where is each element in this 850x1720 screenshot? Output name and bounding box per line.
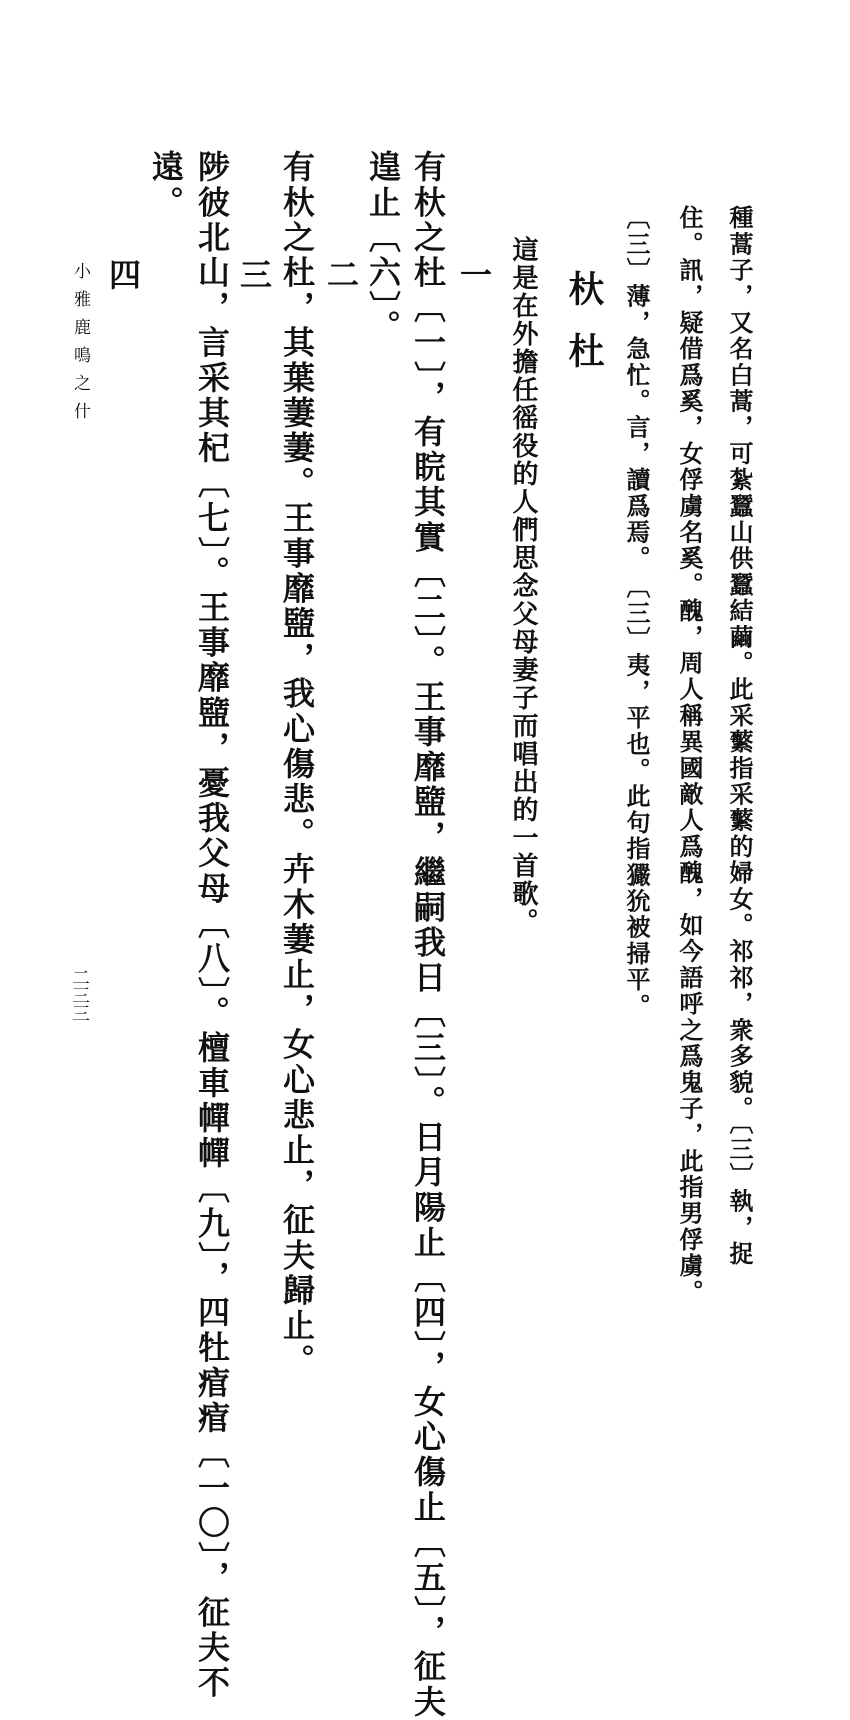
- stanza-3-line-1: 陟彼北山，言采其杞〔七〕。王事靡盬，憂我父母〔八〕。檀車幝幝〔九〕，四牡痯痯〔一〇〕，征夫不: [193, 150, 231, 1701]
- stanza-1-numeral: 一: [455, 258, 493, 290]
- stanza-2-line-1: 有杕之杜，其葉萋萋。王事靡盬，我心傷悲。卉木萋止，女心悲止，征夫歸止。: [278, 150, 316, 1379]
- stanza-1-line-1: 有杕之杜〔一〕，有睆其實〔二〕。王事靡盬，繼嗣我日〔三〕。日月陽止〔四〕，女心傷止〔五〕，征夫: [409, 150, 447, 1720]
- note-line-2: 住。訊，疑借爲奚，女俘虜名奚。醜，周人稱異國敵人爲醜，如今語呼之爲鬼子，此指男俘虜。: [675, 205, 704, 1306]
- stanza-2-numeral: 二: [322, 258, 360, 290]
- note-line-1: 種蒿子，又名白蒿，可紮蠶山供蠶結繭。此采蘩指采蘩的婦女。祁祁，衆多貌。〔三〕執，捉: [725, 205, 754, 1268]
- stanza-1-line-2: 遑止〔六〕。: [364, 150, 402, 345]
- poem-title: 杕杜: [563, 270, 605, 394]
- poem-intro: 這是在外擔任徭役的人們思念父母妻子而唱出的一首歌。: [508, 236, 538, 936]
- stanza-3-line-2: 遠。: [147, 150, 185, 221]
- note-line-3: 〔三〕薄，急忙。言，讀爲焉。 〔三〕夷，平也。此句指玁狁被掃平。: [622, 205, 651, 1020]
- running-head: 小雅鹿鳴之什: [70, 262, 90, 430]
- stanza-3-numeral: 三: [235, 258, 273, 290]
- stanza-4-numeral: 四: [104, 258, 142, 290]
- page-number: 二三三: [69, 968, 90, 1022]
